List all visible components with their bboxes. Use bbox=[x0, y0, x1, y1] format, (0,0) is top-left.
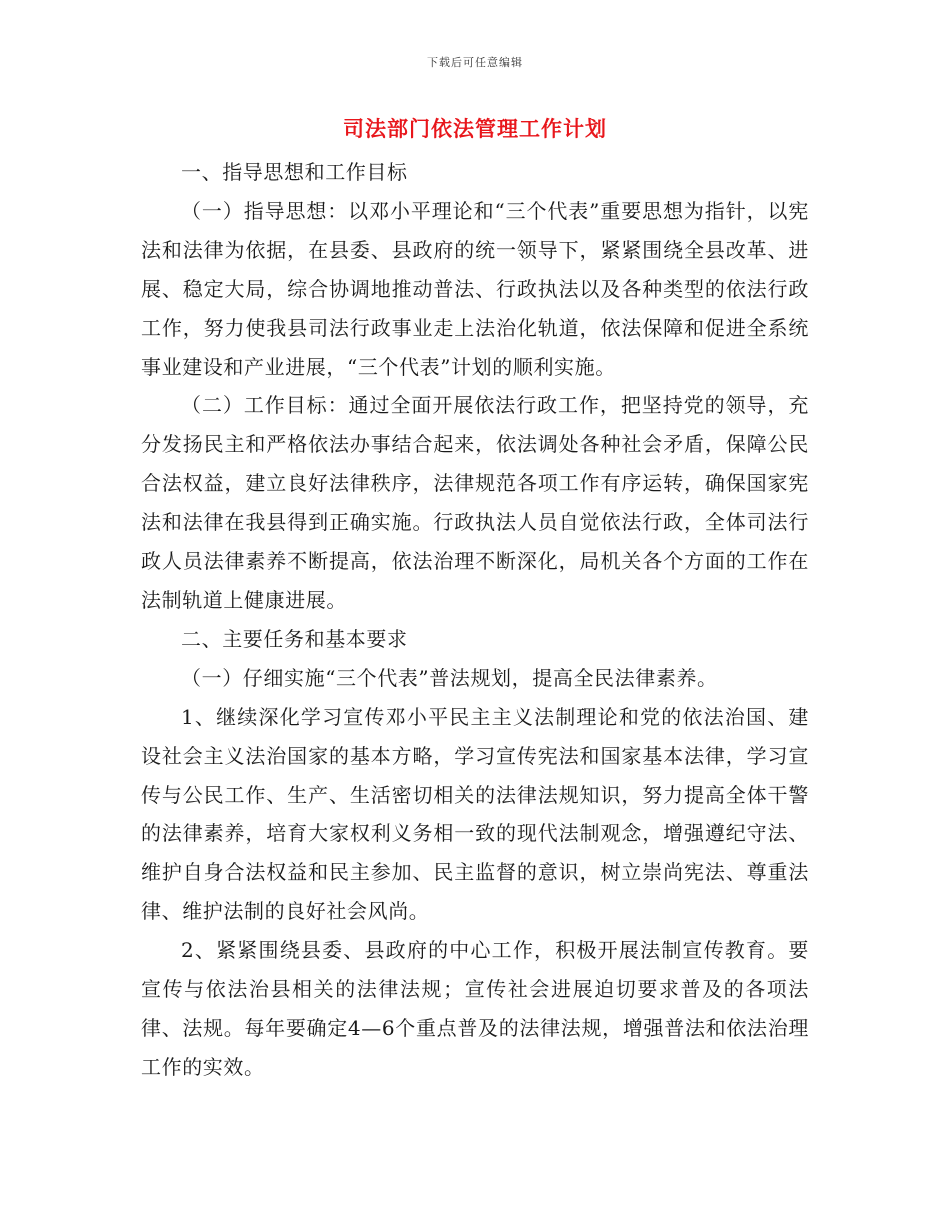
section-heading-1: 一、指导思想和工作目标 bbox=[181, 160, 408, 184]
paragraph-work-goals: （二）工作目标：通过全面开展依法行政工作，把坚持党的领导，充分发扬民主和严格依法办事结合起来，依法调处各种社会矛盾，保障公民合法权益，建立良好法律秩序，法律规范各项工作有序运转，确保国家宪法和法律在我县得到正确实施。行政执法人员自觉依法行政，全体司法行政人员法律素养不断提高，依法治理不断深化，局机关各个方面的工作在法制轨道上健康进展。 bbox=[141, 393, 809, 612]
paragraph-item-1: 1、继续深化学习宣传邓小平民主主义法制理论和党的依法治国、建设社会主义法治国家的基本方略，学习宣传宪法和国家基本法律，学习宣传与公民工作、生产、生活密切相关的法律法规知识，努力提高全体干警的法律素养，培育大家权利义务相一致的现代法制观念，增强遵纪守法、维护自身合法权益和民主参加、民主监督的意识，树立崇尚宪法、尊重法律、维护法制的良好社会风尚。 bbox=[141, 704, 809, 924]
section-heading-2: 二、主要任务和基本要求 bbox=[181, 626, 408, 651]
paragraph-guiding-ideology: （一）指导思想：以邓小平理论和“三个代表”重要思想为指针，以宪法和法律为依据，在县委、县政府的统一领导下，紧紧围绕全县改革、进展、稳定大局，综合协调地推动普法、行政执法以及各种类型的依法行政工作，努力使我县司法行政事业走上法治化轨道，依法保障和促进全系统事业建设和产业进展，“三个代表”计划的顺利实施。 bbox=[141, 198, 809, 379]
document-title: 司法部门依法管理工作计划 bbox=[343, 116, 607, 141]
document-body bbox=[141, 153, 809, 1087]
header-note: 下载后可任意编辑 bbox=[427, 56, 523, 69]
paragraph-item-2: 2、紧紧围绕县委、县政府的中心工作，积极开展法制宣传教育。要宣传与依法治县相关的法律法规；宣传社会进展迫切要求普及的各项法律、法规。每年要确定4—6个重点普及的法律法规，增强普法和依法治理工作的实效。 bbox=[141, 938, 809, 1079]
subsection-heading-1: （一）仔细实施“三个代表”普法规划，提高全民法律素养。 bbox=[181, 665, 718, 690]
